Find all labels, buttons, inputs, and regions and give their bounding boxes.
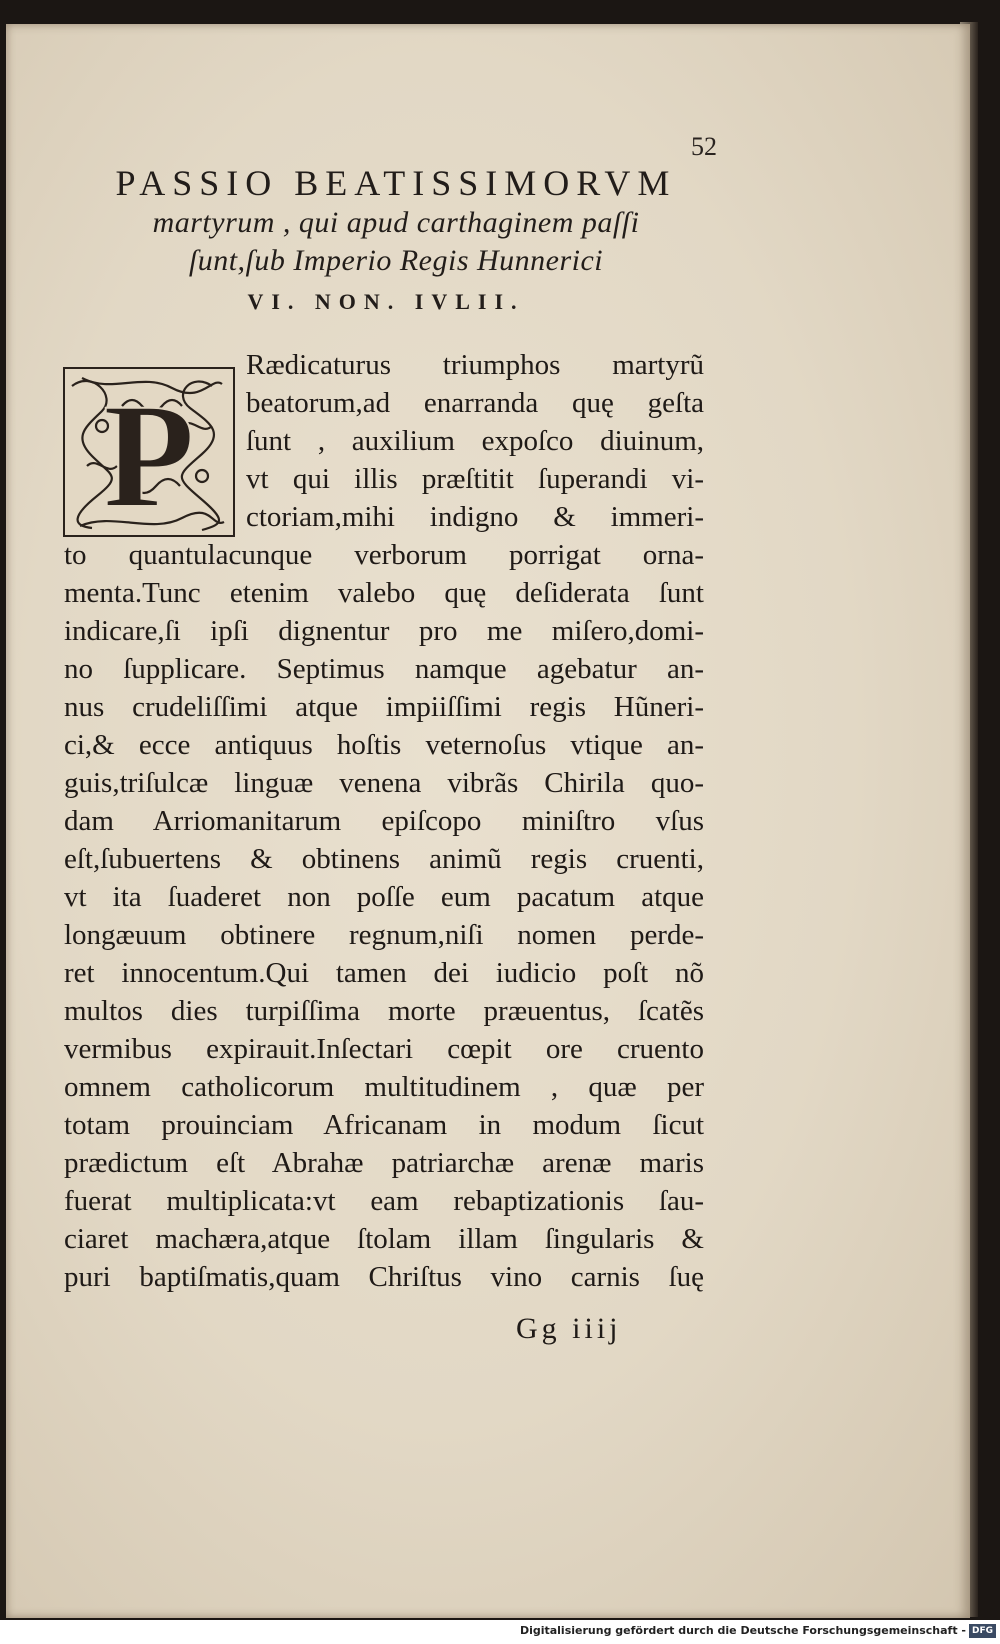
text-line: dam Arriomanitarum epiſcopo miniſtro vſus xyxy=(64,805,704,837)
text-line: totam prouinciam Africanam in modum ſicut xyxy=(64,1109,704,1141)
text-line: multos dies turpiſſima morte præuentus, ſcatẽs xyxy=(64,995,704,1027)
text-line: ciaret machæra,atque ſtolam illam ſingularis & xyxy=(64,1223,704,1255)
text-line: longæuum obtinere regnum,niſi nomen perde- xyxy=(64,919,704,951)
page-number: 52 xyxy=(691,132,717,161)
text-line: Rædicaturus triumphos martyrũ xyxy=(246,349,704,381)
footer-credit: Digitalisierung gefördert durch die Deutsche Forschungsgemeinschaft - xyxy=(519,1624,966,1637)
subtitle-line-1: martyrum , qui apud carthaginem paſſi xyxy=(152,206,640,239)
dfg-logo-icon: DFG xyxy=(969,1624,996,1638)
digitization-footer xyxy=(0,1620,1000,1644)
text-line: fuerat multiplicata:vt eam rebaptizationis ſau- xyxy=(64,1185,704,1217)
text-line: guis,triſulcæ linguæ venena vibrãs Chirila quo- xyxy=(64,767,704,799)
subtitle-line-2: ſunt,ſub Imperio Regis Hunnerici xyxy=(188,244,604,277)
text-line: nus crudeliſſimi atque impiiſſimi regis Hũneri- xyxy=(64,691,704,723)
book-page xyxy=(6,24,970,1618)
text-line: ctoriam,mihi indigno & immeri- xyxy=(246,501,704,533)
text-line: beatorum,ad enarranda quę geſta xyxy=(246,387,704,419)
text-line: no ſupplicare. Septimus namque agebatur an- xyxy=(64,653,704,685)
signature-mark: Gg iiij xyxy=(516,1312,622,1345)
text-line: ſunt , auxilium expoſco diuinum, xyxy=(246,425,704,457)
text-line: vt ita ſuaderet non poſſe eum pacatum atque xyxy=(64,881,704,913)
text-line: vermibus expirauit.Inſectari cœpit ore cruento xyxy=(64,1033,704,1065)
text-line: prædictum eſt Abrahæ patriarchæ arenæ maris xyxy=(64,1147,704,1179)
text-line: menta.Tunc etenim valebo quę deſiderata ſunt xyxy=(64,577,704,609)
text-line: puri baptiſmatis,quam Chriſtus vino carnis ſuę xyxy=(64,1261,704,1293)
text-line: vt qui illis præſtitit ſuperandi vi- xyxy=(246,463,704,495)
text-line: to quantulacunque verborum porrigat orna- xyxy=(64,539,704,571)
svg-text:P: P xyxy=(103,373,195,538)
text-line: ret innocentum.Qui tamen dei iudicio poſt nõ xyxy=(64,957,704,989)
text-line: indicare,ſi ipſi dignentur pro me miſero,domi- xyxy=(64,615,704,647)
text-line: ci,& ecce antiquus hoſtis veternoſus vtique an- xyxy=(64,729,704,761)
page-title: PASSIO BEATISSIMORVM xyxy=(115,163,677,203)
text-line: omnem catholicorum multitudinem , quæ per xyxy=(64,1071,704,1103)
text-line: eſt,ſubuertens & obtinens animũ regis cruenti, xyxy=(64,843,704,875)
feast-date: VI. NON. IVLII. xyxy=(247,289,525,314)
decorated-initial-letter xyxy=(62,366,236,538)
